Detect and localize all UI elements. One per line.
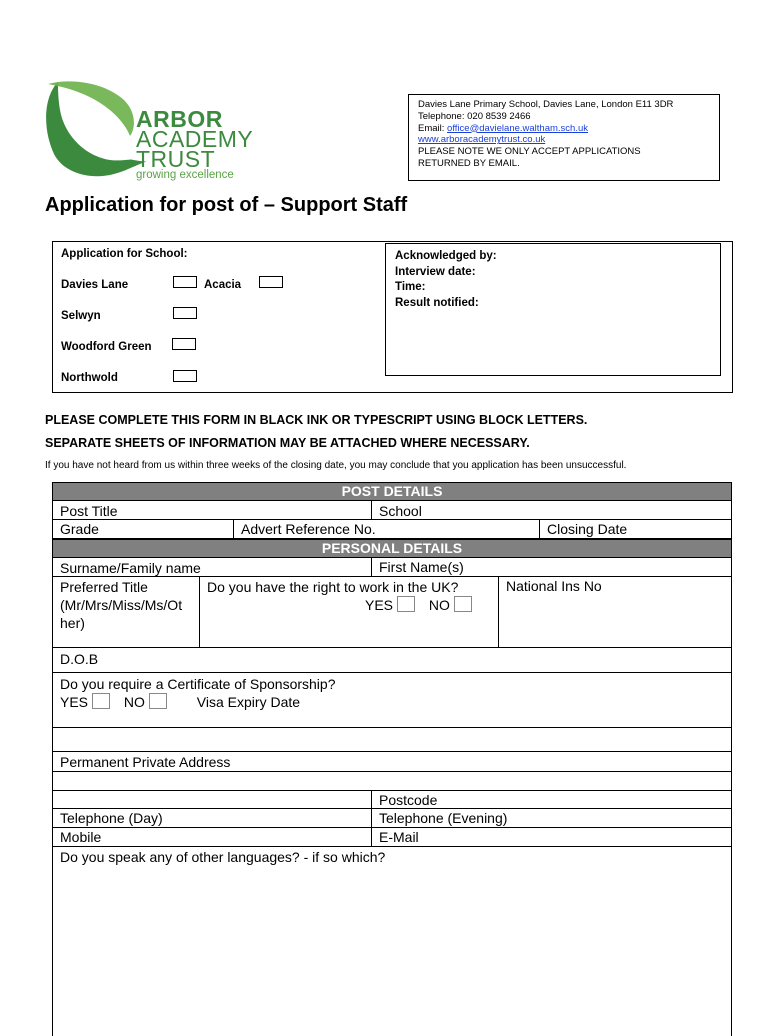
logo-tagline: growing excellence bbox=[136, 169, 234, 181]
languages-label: Do you speak any of other languages? - if so which? bbox=[60, 849, 386, 865]
mobile-label: Mobile bbox=[60, 829, 102, 845]
surname-field[interactable] bbox=[52, 557, 372, 577]
school-selwyn-checkbox[interactable] bbox=[173, 307, 197, 319]
contact-address: Davies Lane Primary School, Davies Lane, London E11 3DR bbox=[418, 99, 674, 110]
logo-line3: TRUST bbox=[136, 146, 216, 172]
postcode-field[interactable] bbox=[371, 790, 732, 809]
right-to-work-field bbox=[199, 576, 499, 648]
address-line-3[interactable] bbox=[52, 790, 372, 809]
time-label: Time: bbox=[395, 281, 426, 293]
school-woodford-green-label: Woodford Green bbox=[61, 341, 152, 353]
tel-day-label: Telephone (Day) bbox=[60, 810, 163, 826]
school-woodford-green-checkbox[interactable] bbox=[172, 338, 196, 350]
school-northwold-checkbox[interactable] bbox=[173, 370, 197, 382]
sponsorship-no-checkbox[interactable] bbox=[149, 693, 167, 709]
personal-details-header: PERSONAL DETAILS bbox=[52, 539, 732, 558]
email-label: E-Mail bbox=[379, 829, 419, 845]
school-heading: Application for School: bbox=[61, 248, 188, 260]
rtw-yes-label: YES bbox=[365, 597, 394, 613]
visa-expiry-label: Visa Expiry Date bbox=[196, 694, 301, 710]
sponsorship-yes-checkbox[interactable] bbox=[92, 693, 110, 709]
mobile-field[interactable] bbox=[52, 827, 372, 847]
contact-notice-1: PLEASE NOTE WE ONLY ACCEPT APPLICATIONS bbox=[418, 146, 641, 158]
tel-evening-label: Telephone (Evening) bbox=[379, 810, 508, 826]
dob-field[interactable] bbox=[52, 647, 732, 673]
preferred-title-label-3: her) bbox=[60, 615, 85, 631]
first-names-field[interactable] bbox=[371, 557, 732, 577]
rtw-no-checkbox[interactable] bbox=[454, 596, 472, 612]
first-names-label: First Name(s) bbox=[379, 559, 464, 575]
post-title-label: Post Title bbox=[60, 503, 118, 519]
languages-field[interactable] bbox=[52, 846, 732, 1036]
closing-date-label: Closing Date bbox=[547, 521, 628, 537]
contact-telephone: Telephone: 020 8539 2466 bbox=[418, 110, 531, 122]
school-field[interactable] bbox=[371, 500, 732, 520]
contact-box bbox=[408, 94, 720, 181]
preferred-title-field[interactable] bbox=[52, 576, 200, 648]
sponsorship-yes-label: YES bbox=[60, 694, 89, 710]
right-to-work-label: Do you have the right to work in the UK? bbox=[207, 579, 459, 595]
rtw-no-label: NO bbox=[428, 597, 450, 613]
contact-website-link[interactable]: www.arboracademytrust.co.uk bbox=[418, 134, 546, 146]
ni-number-label: National Ins No bbox=[506, 578, 602, 594]
result-notified-label: Result notified: bbox=[395, 296, 479, 309]
logo-line1: ARBOR bbox=[136, 106, 223, 132]
interview-date-label: Interview date: bbox=[395, 265, 476, 278]
rtw-yes-checkbox[interactable] bbox=[397, 596, 415, 612]
school-selwyn-label: Selwyn bbox=[61, 310, 101, 322]
postcode-label: Postcode bbox=[379, 792, 438, 808]
grade-label: Grade bbox=[60, 521, 99, 537]
tel-evening-field[interactable] bbox=[371, 808, 732, 828]
dob-label: D.O.B bbox=[60, 651, 99, 667]
grade-field[interactable] bbox=[52, 519, 234, 539]
logo bbox=[40, 76, 280, 182]
post-details-header: POST DETAILS bbox=[52, 482, 732, 501]
contact-notice-2: RETURNED BY EMAIL. bbox=[418, 157, 520, 169]
address-field[interactable] bbox=[52, 751, 732, 772]
sponsorship-no-label: NO bbox=[123, 694, 145, 710]
tel-day-field[interactable] bbox=[52, 808, 372, 828]
contact-email-label: Email: bbox=[418, 122, 448, 134]
acknowledged-label: Acknowledged by: bbox=[395, 250, 497, 262]
school-davies-lane-label: Davies Lane bbox=[61, 279, 129, 291]
office-use-box bbox=[385, 243, 721, 376]
contact-email-link[interactable]: office@davielane.waltham.sch.uk bbox=[447, 122, 589, 134]
school-northwold-label: Northwold bbox=[61, 372, 118, 384]
school-davies-lane-checkbox[interactable] bbox=[173, 276, 197, 288]
school-acacia-label: Acacia bbox=[204, 279, 242, 291]
preferred-title-label-1: Preferred Title bbox=[60, 579, 148, 595]
school-acacia-checkbox[interactable] bbox=[259, 276, 283, 288]
sponsorship-field bbox=[52, 672, 732, 728]
address-line-2[interactable] bbox=[52, 771, 732, 791]
post-title-field[interactable] bbox=[52, 500, 372, 520]
ni-number-field[interactable] bbox=[498, 576, 732, 648]
instruction-note: If you have not heard from us within three weeks of the closing date, you may conclude that you application has been unsuccessful. bbox=[45, 460, 627, 471]
advert-ref-field[interactable] bbox=[233, 519, 540, 539]
closing-date-field[interactable] bbox=[539, 519, 732, 539]
school-label: School bbox=[379, 503, 422, 519]
address-label: Permanent Private Address bbox=[60, 754, 231, 770]
contact-email-row bbox=[418, 123, 719, 135]
instruction-line-2: SEPARATE SHEETS OF INFORMATION MAY BE ATTACHED WHERE NECESSARY. bbox=[45, 436, 530, 450]
email-field[interactable] bbox=[371, 827, 732, 847]
page-title: Application for post of – Support Staff bbox=[45, 194, 408, 216]
visa-expiry-input-row[interactable] bbox=[52, 727, 732, 752]
advert-ref-label: Advert Reference No. bbox=[241, 521, 376, 537]
surname-label: Surname/Family name bbox=[60, 560, 201, 576]
logo-line2: ACADEMY bbox=[136, 126, 254, 152]
preferred-title-label-2: (Mr/Mrs/Miss/Ms/Ot bbox=[60, 597, 183, 613]
instruction-line-1: PLEASE COMPLETE THIS FORM IN BLACK INK OR TYPESCRIPT USING BLOCK LETTERS. bbox=[45, 413, 588, 427]
sponsorship-label: Do you require a Certificate of Sponsorship? bbox=[60, 676, 336, 692]
